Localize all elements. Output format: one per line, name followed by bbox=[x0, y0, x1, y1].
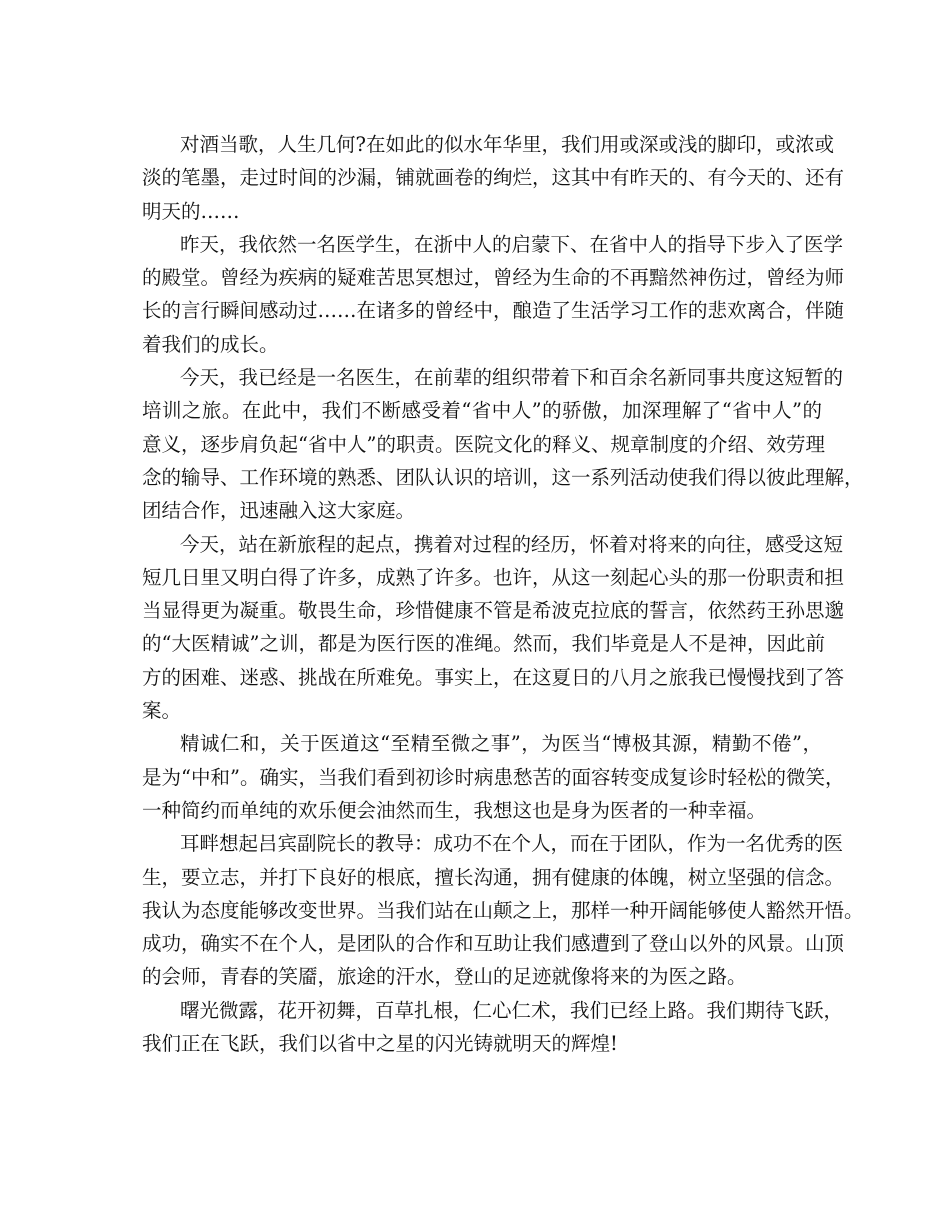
text-line: 培训之旅。在此中，我们不断感受着“省中人”的骄傲，加深理解了“省中人”的 bbox=[142, 399, 822, 423]
text-line: 昨天，我依然一名医学生，在浙中人的启蒙下、在省中人的指导下步入了医学 bbox=[180, 232, 844, 256]
paragraph-5 bbox=[142, 727, 845, 827]
text-line: 我认为态度能够改变世界。当我们站在山颠之上，那样一种开阔能够使人豁然开悟。 bbox=[142, 898, 864, 922]
text-line: 生，要立志，并打下良好的根底，擅长沟通，拥有健康的体魄，树立坚强的信念。 bbox=[142, 865, 845, 889]
text-line: 方的困难、迷惑、挑战在所难免。事实上，在这夏日的八月之旅我已慢慢找到了答 bbox=[142, 665, 845, 689]
text-line: 精诚仁和，关于医道这“至精至微之事”，为医当“博极其源，精勤不倦”， bbox=[180, 732, 822, 756]
document-page bbox=[142, 128, 864, 1060]
text-line: 我们正在飞跃，我们以省中之星的闪光铸就明天的辉煌! bbox=[142, 1032, 618, 1056]
text-line: 淡的笔墨，走过时间的沙漏，铺就画卷的绚烂，这其中有昨天的、有今天的、还有 bbox=[142, 166, 845, 190]
text-line: 团结合作，迅速融入这大家庭。 bbox=[142, 499, 416, 523]
paragraph-7 bbox=[142, 994, 844, 1061]
text-line: 的殿堂。曾经为疾病的疑难苦思冥想过，曾经为生命的不再黯然神伤过，曾经为师 bbox=[142, 266, 845, 290]
paragraph-3 bbox=[142, 361, 864, 527]
text-line: 意义，逐步肩负起“省中人”的职责。医院文化的释义、规章制度的介绍、效劳理 bbox=[142, 432, 825, 456]
text-line: 今天，站在新旅程的起点，携着对过程的经历，怀着对将来的向往，感受这短 bbox=[180, 532, 844, 556]
text-line: 长的言行瞬间感动过……在诸多的曾经中，酿造了生活学习工作的悲欢离合，伴随 bbox=[142, 299, 845, 323]
text-line: 念的输导、工作环境的熟悉、团队认识的培训，这一系列活动使我们得以彼此理解， bbox=[142, 465, 864, 489]
paragraph-1 bbox=[142, 128, 845, 228]
text-line: 今天，我已经是一名医生，在前辈的组织带着下和百余名新同事共度这短暂的 bbox=[180, 366, 844, 390]
text-line: 短几日里又明白得了许多，成熟了许多。也许，从这一刻起心头的那一份职责和担 bbox=[142, 565, 845, 589]
text-line: 明天的…… bbox=[142, 199, 240, 223]
text-line: 案。 bbox=[142, 699, 182, 723]
paragraph-2 bbox=[142, 228, 845, 361]
text-line: 耳畔想起吕宾副院长的教导：成功不在个人，而在于团队，作为一名优秀的医 bbox=[180, 832, 844, 856]
paragraph-6 bbox=[142, 827, 864, 993]
paragraph-4 bbox=[142, 528, 845, 728]
text-line: 的“大医精诚”之训，都是为医行医的准绳。然而，我们毕竟是人不是神，因此前 bbox=[142, 632, 825, 656]
text-line: 着我们的成长。 bbox=[142, 332, 279, 356]
text-line: 一种简约而单纯的欢乐便会油然而生，我想这也是身为医者的一种幸福。 bbox=[142, 798, 767, 822]
text-line: 曙光微露，花开初舞，百草扎根，仁心仁术，我们已经上路。我们期待飞跃， bbox=[180, 998, 844, 1022]
text-line: 的会师，青春的笑靥，旅途的汗水，登山的足迹就像将来的为医之路。 bbox=[142, 965, 747, 989]
text-line: 成功，确实不在个人，是团队的合作和互助让我们感遭到了登山以外的风景。山顶 bbox=[142, 932, 845, 956]
text-line: 对酒当歌，人生几何?在如此的似水年华里，我们用或深或浅的脚印，或浓或 bbox=[180, 133, 834, 156]
text-line: 是为“中和”。确实，当我们看到初诊时病患愁苦的面容转变成复诊时轻松的微笑， bbox=[142, 765, 845, 789]
text-line: 当显得更为凝重。敬畏生命，珍惜健康不管是希波克拉底的誓言，依然药王孙思邈 bbox=[142, 599, 845, 623]
